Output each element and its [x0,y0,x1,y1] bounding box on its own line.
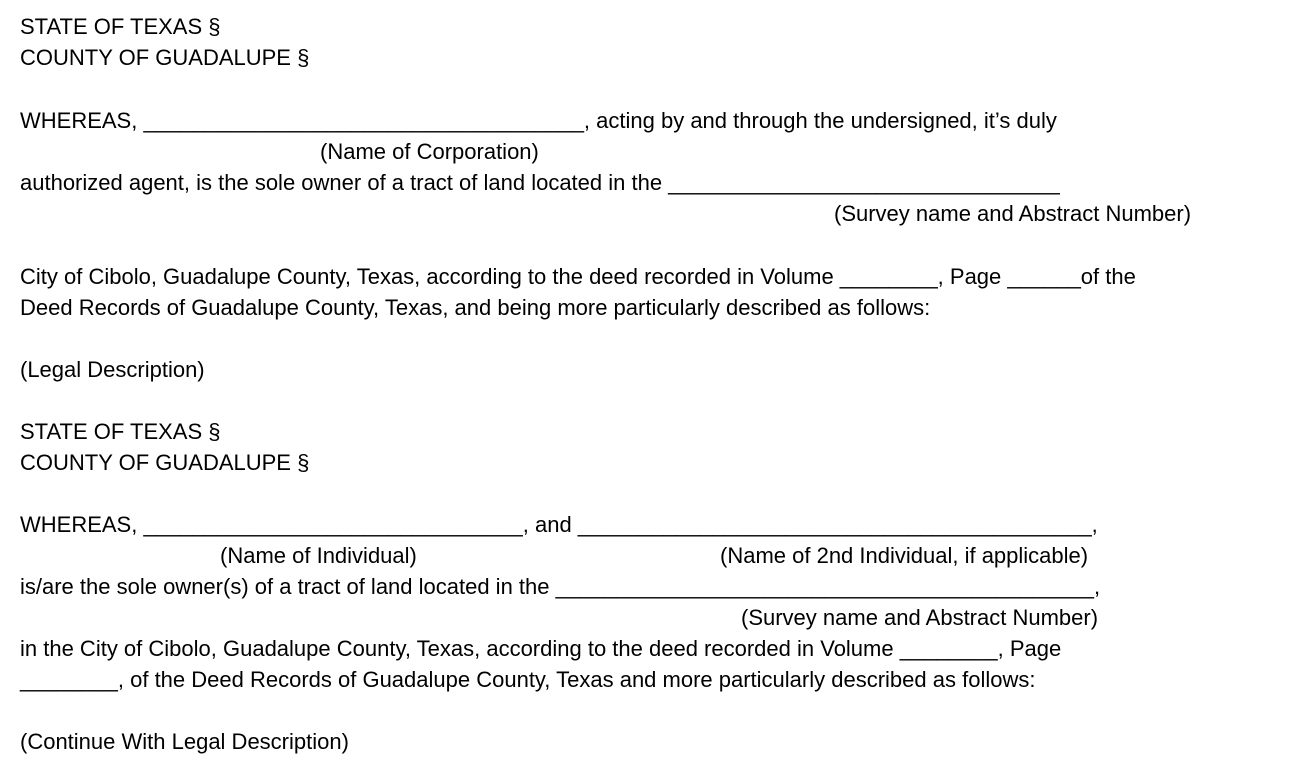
survey-name-label-1: (Survey name and Abstract Number) [834,201,1192,226]
corporation-name-label: (Name of Corporation) [320,139,539,164]
legal-description-placeholder: (Legal Description) [20,357,205,382]
individual-name-label: (Name of Individual) [220,543,417,568]
deed-records-line-2: ________, of the Deed Records of Guadalupe County, Texas and more particularly described as follows: [20,667,1036,692]
city-volume-line-2: in the City of Cibolo, Guadalupe County, Texas, according to the deed recorded in Volume ________, Page [20,636,1062,661]
survey-name-label-2: (Survey name and Abstract Number) [741,605,1099,630]
sole-owners-line: is/are the sole owner(s) of a tract of land located in the ____________________________________________, [20,574,1101,599]
city-volume-line-1: City of Cibolo, Guadalupe County, Texas, according to the deed recorded in Volume ________, Page ______of the [20,264,1136,289]
whereas-individuals-line: WHEREAS, _______________________________, and __________________________________________, [20,512,1098,537]
deed-records-line-1: Deed Records of Guadalupe County, Texas, and being more particularly described as follows: [20,295,931,320]
county-heading-1: COUNTY OF GUADALUPE § [20,45,310,70]
authorized-agent-line: authorized agent, is the sole owner of a tract of land located in the ________________________________ [20,170,1060,195]
state-heading-2: STATE OF TEXAS § [20,419,221,444]
continue-legal-description-placeholder: (Continue With Legal Description) [20,729,349,754]
whereas-corporation-line: WHEREAS, ____________________________________, acting by and through the undersigned, it’s duly [20,108,1057,133]
county-heading-2: COUNTY OF GUADALUPE § [20,450,310,475]
second-individual-name-label: (Name of 2nd Individual, if applicable) [720,543,1089,568]
state-heading-1: STATE OF TEXAS § [20,14,221,39]
